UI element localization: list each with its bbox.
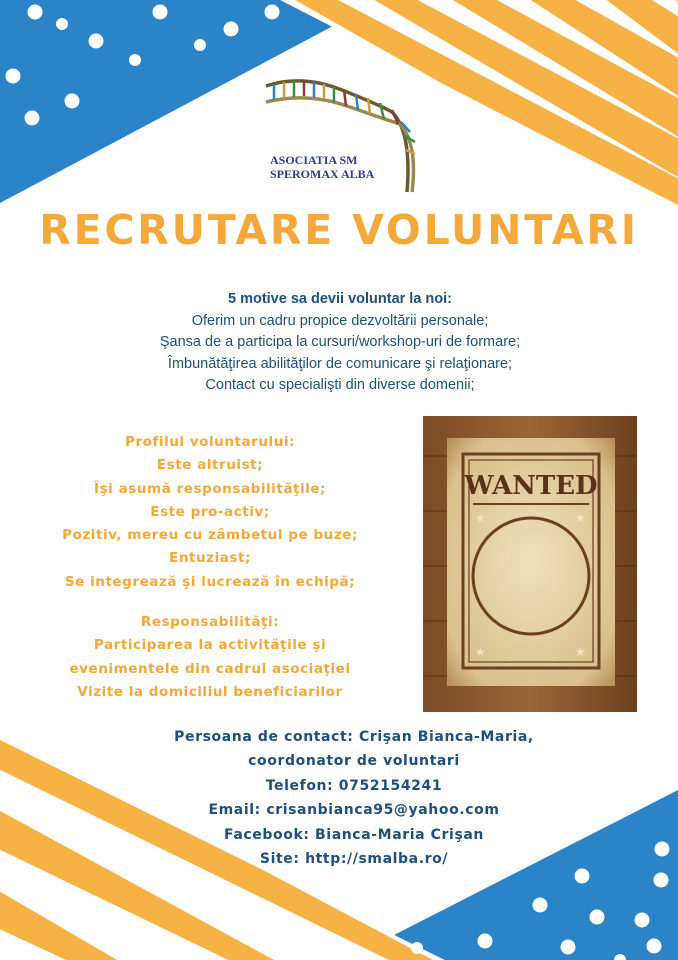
svg-text:★: ★ xyxy=(475,645,486,659)
volunteer-profile-section xyxy=(10,431,410,594)
contact-person: Persoana de contact: Crişan Bianca-Maria, xyxy=(174,729,534,745)
responsibilities-heading: Responsabilităţi: xyxy=(140,614,280,630)
svg-text:★: ★ xyxy=(475,511,486,525)
responsibility-item: Participarea la activităţile şi xyxy=(93,637,327,654)
association-name xyxy=(270,153,374,181)
motive-item: Îmbunătăţirea abilităţilor de comunicare şi relaţionare; xyxy=(167,355,513,372)
responsibility-item: evenimentele din cadrul asociaţiei xyxy=(69,660,351,677)
profile-item: Pozitiv, mereu cu zâmbetul pe buze; xyxy=(62,527,358,544)
contact-email[interactable]: Email: crisanbianca95@yahoo.com xyxy=(208,802,500,819)
profile-item: Îşi asumă responsabilităţile; xyxy=(94,480,326,497)
responsibilities-section xyxy=(10,611,410,704)
motives-section xyxy=(40,289,640,397)
contact-site[interactable]: Site: http://smalba.ro/ xyxy=(259,851,449,868)
motive-item: Contact cu specialişti din diverse domenii; xyxy=(205,377,475,393)
motives-heading: 5 motive sa devii voluntar la noi: xyxy=(227,291,452,307)
poster-text: WANTED xyxy=(464,471,598,501)
profile-item: Este pro-activ; xyxy=(150,503,270,520)
motive-item: Şansa de a participa la cursuri/workshop-uri de formare; xyxy=(159,334,521,350)
page-title: RECRUTARE VOLUNTARI xyxy=(39,206,639,254)
svg-text:★: ★ xyxy=(575,645,586,659)
profile-item: Este altruist; xyxy=(156,457,264,474)
contact-section xyxy=(0,725,678,871)
association-name-line1: ASOCIATIA SM xyxy=(270,153,358,167)
contact-facebook[interactable]: Facebook: Bianca-Maria Crişan xyxy=(224,826,484,843)
profile-item: Se integrează şi lucrează în echipă; xyxy=(64,573,356,590)
responsibility-item: Vizite la domiciliul beneficiarilor xyxy=(77,683,343,700)
wanted-poster-icon xyxy=(423,416,637,712)
contact-phone: Telefon: 0752154241 xyxy=(265,777,443,794)
svg-text:★: ★ xyxy=(575,511,586,525)
profile-heading: Profilul voluntarului: xyxy=(124,434,295,450)
contact-role: coordonator de voluntari xyxy=(248,753,460,770)
motive-item: Oferim un cadru propice dezvoltării personale; xyxy=(191,312,489,329)
association-name-line2: SPEROMAX ALBA xyxy=(270,167,375,181)
profile-item: Entuziast; xyxy=(169,550,251,567)
